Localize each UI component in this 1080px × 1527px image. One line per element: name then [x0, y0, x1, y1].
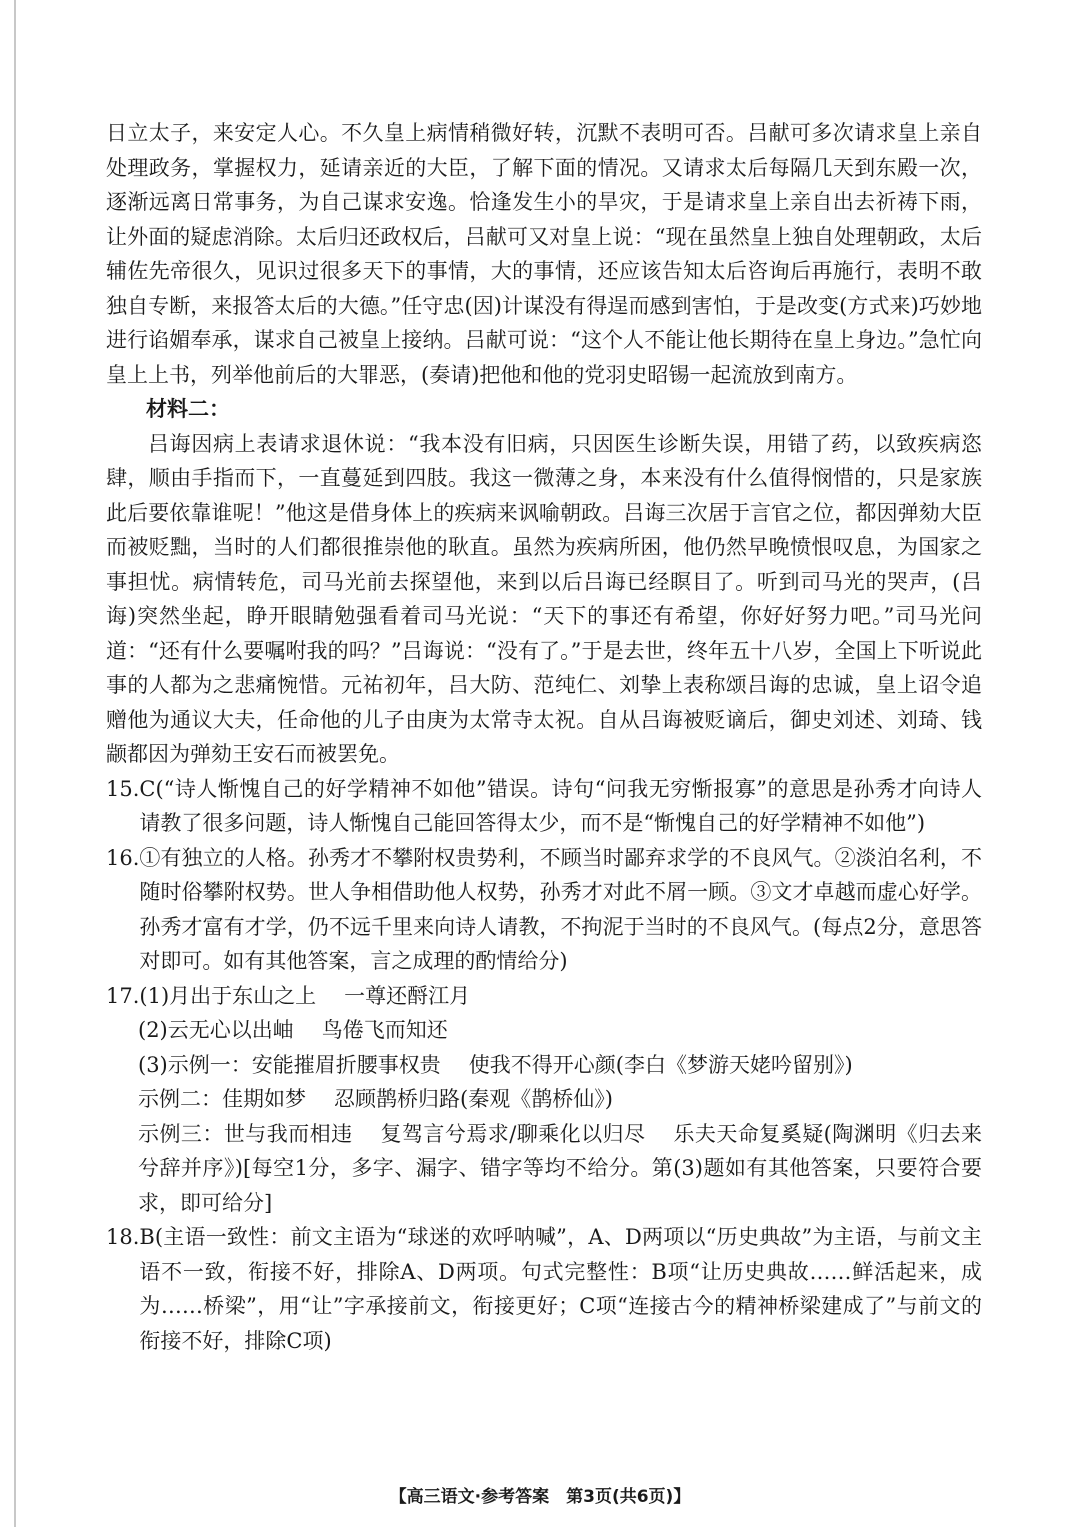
- question-16-answer: [106, 841, 982, 979]
- answer-content: [106, 116, 982, 1358]
- line-label: 示例三：: [138, 1121, 224, 1146]
- blank-answer: 安能摧眉折腰事权贵: [251, 1052, 441, 1077]
- line-label: (1): [139, 983, 170, 1008]
- blank-answer: 佳期如梦: [222, 1087, 306, 1111]
- question-15-answer: [106, 772, 982, 841]
- answer-line: [138, 1082, 982, 1117]
- question-17-answer: [106, 979, 982, 1014]
- material2-translation: 吕诲因病上表请求退休说：“我本没有旧病，只因医生诊断失误，用错了药，以致疾病恣肆，顺由手指而下，一直蔓延到四肢。我这一微薄之身，本来没有什么值得悯惜的，只是家族此后要依靠谁呢！”他这是借身体上的疾病来讽喻朝政。吕诲三次居于言官之位，都因弹劾大臣而被贬黜，当时的人们都很推崇他的耿直。虽然为疾病所困，他仍然早晚愤恨叹息，为国家之事担忧。病情转危，司马光前去探望他，来到以后吕诲已经瞑目了。听到司马光的哭声，(吕诲)突然坐起，睁开眼睛勉强看着司马光说：“天下的事还有希望，你好好努力吧。”司马光问道：“还有什么要嘱咐我的吗？”吕诲说：“没有了。”于是去世，终年五十八岁，全国上下听说此事的人都为之悲痛惋惜。元祐初年，吕大防、范纯仁、刘挚上表称颂吕诲的忠诚，皇上诏令追赠他为通议大夫，任命他的儿子由庚为太常寺太祝。自从吕诲被贬谪后，御史刘述、刘琦、钱颛都因为弹劾王安石而被罢免。: [106, 431, 982, 766]
- line-label: (2): [138, 1018, 168, 1042]
- blank-answer: 乐夫天命复奚疑(陶渊明《归去来兮辞并序》)[每空1分，多字、漏字、错字等均不给分。第(3)题如有其他答案，只要符合要求，即可给分]: [138, 1121, 983, 1215]
- answer-line: [138, 1013, 982, 1048]
- answer-text: ①有独立的人格。孙秀才不攀附权贵势利，不顾当时鄙弃求学的不良风气。②淡泊名利，不随时俗攀附权势。世人争相借助他人权势，孙秀才对此不屑一顾。③文才卓越而虚心好学。孙秀才富有才学，仍不远千里来向诗人请教，不拘泥于当时的不良风气。(每点2分，意思答对即可。如有其他答案，言之成理的酌情给分): [139, 845, 982, 973]
- line-label: 示例二：: [138, 1087, 222, 1111]
- page-edge: [14, 0, 16, 1527]
- line-label: (3)示例一：: [138, 1052, 252, 1077]
- question-18-answer: [106, 1220, 982, 1358]
- material2-title: 材料二：: [146, 396, 230, 421]
- answer-line: [139, 979, 982, 1014]
- blank-answer: 一尊还酹江月: [344, 983, 471, 1008]
- question-number: 15.: [106, 776, 140, 801]
- blank-answer: 忍顾鹊桥归路(秦观《鹊桥仙》): [334, 1087, 613, 1111]
- blank-answer: 鸟倦飞而知还: [321, 1018, 448, 1042]
- material1-translation: 日立太子，来安定人心。不久皇上病情稍微好转，沉默不表明可否。吕献可多次请求皇上亲自处理政务，掌握权力，延请亲近的大臣，了解下面的情况。又请求太后每隔几天到东殿一次，逐渐远离日常事务，为自己谋求安逸。恰逢发生小的旱灾，于是请求皇上亲自出去祈祷下雨，让外面的疑虑消除。太后归还政权后，吕献可又对皇上说：“现在虽然皇上独自处理朝政，太后辅佐先帝很久，见识过很多天下的事情，大的事情，还应该告知太后咨询后再施行，表明不敢独自专断，来报答太后的大德。”任守忠(因)计谋没有得逞而感到害怕，于是改变(方式来)巧妙地进行谄媚奉承，谋求自己被皇上接纳。吕献可说：“这个人不能让他长期待在皇上身边。”急忙向皇上上书，列举他前后的大罪恶，(奏请)把他和他的党羽史昭锡一起流放到南方。: [106, 121, 982, 387]
- blank-answer: 使我不得开心颜(李白《梦游天姥吟留别》): [468, 1052, 853, 1077]
- answer-line: [138, 1117, 982, 1221]
- blank-answer: 月出于东山之上: [169, 983, 317, 1008]
- answer-line: [138, 1048, 982, 1083]
- answer-text: B(主语一致性：前文主语为“球迷的欢呼呐喊”，A、D两项以“历史典故”为主语，与前文主语不一致，衔接不好，排除A、D两项。句式完整性：B项“让历史典故……鲜活起来，成为……桥梁”，用“让”字承接前文，衔接更好；C项“连接古今的精神桥梁建成了”与前文的衔接不好，排除C项): [139, 1225, 982, 1353]
- blank-answer: 复驾言兮焉求/聊乘化以归尽: [380, 1121, 646, 1146]
- page-footer: 【高三语文·参考答案 第3页(共6页)】: [389, 1487, 691, 1507]
- question-number: 18.: [106, 1225, 140, 1249]
- question-number: 17.: [106, 983, 140, 1008]
- answer-text: C(“诗人惭愧自己的好学精神不如他”错误。诗句“问我无穷惭报寡”的意思是孙秀才向诗人请教了很多问题，诗人惭愧自己能回答得太少，而不是“惭愧自己的好学精神不如他”): [139, 776, 982, 835]
- question-number: 16.: [106, 845, 140, 870]
- blank-answer: 世与我而相违: [223, 1121, 353, 1146]
- blank-answer: 云无心以出岫: [167, 1018, 294, 1042]
